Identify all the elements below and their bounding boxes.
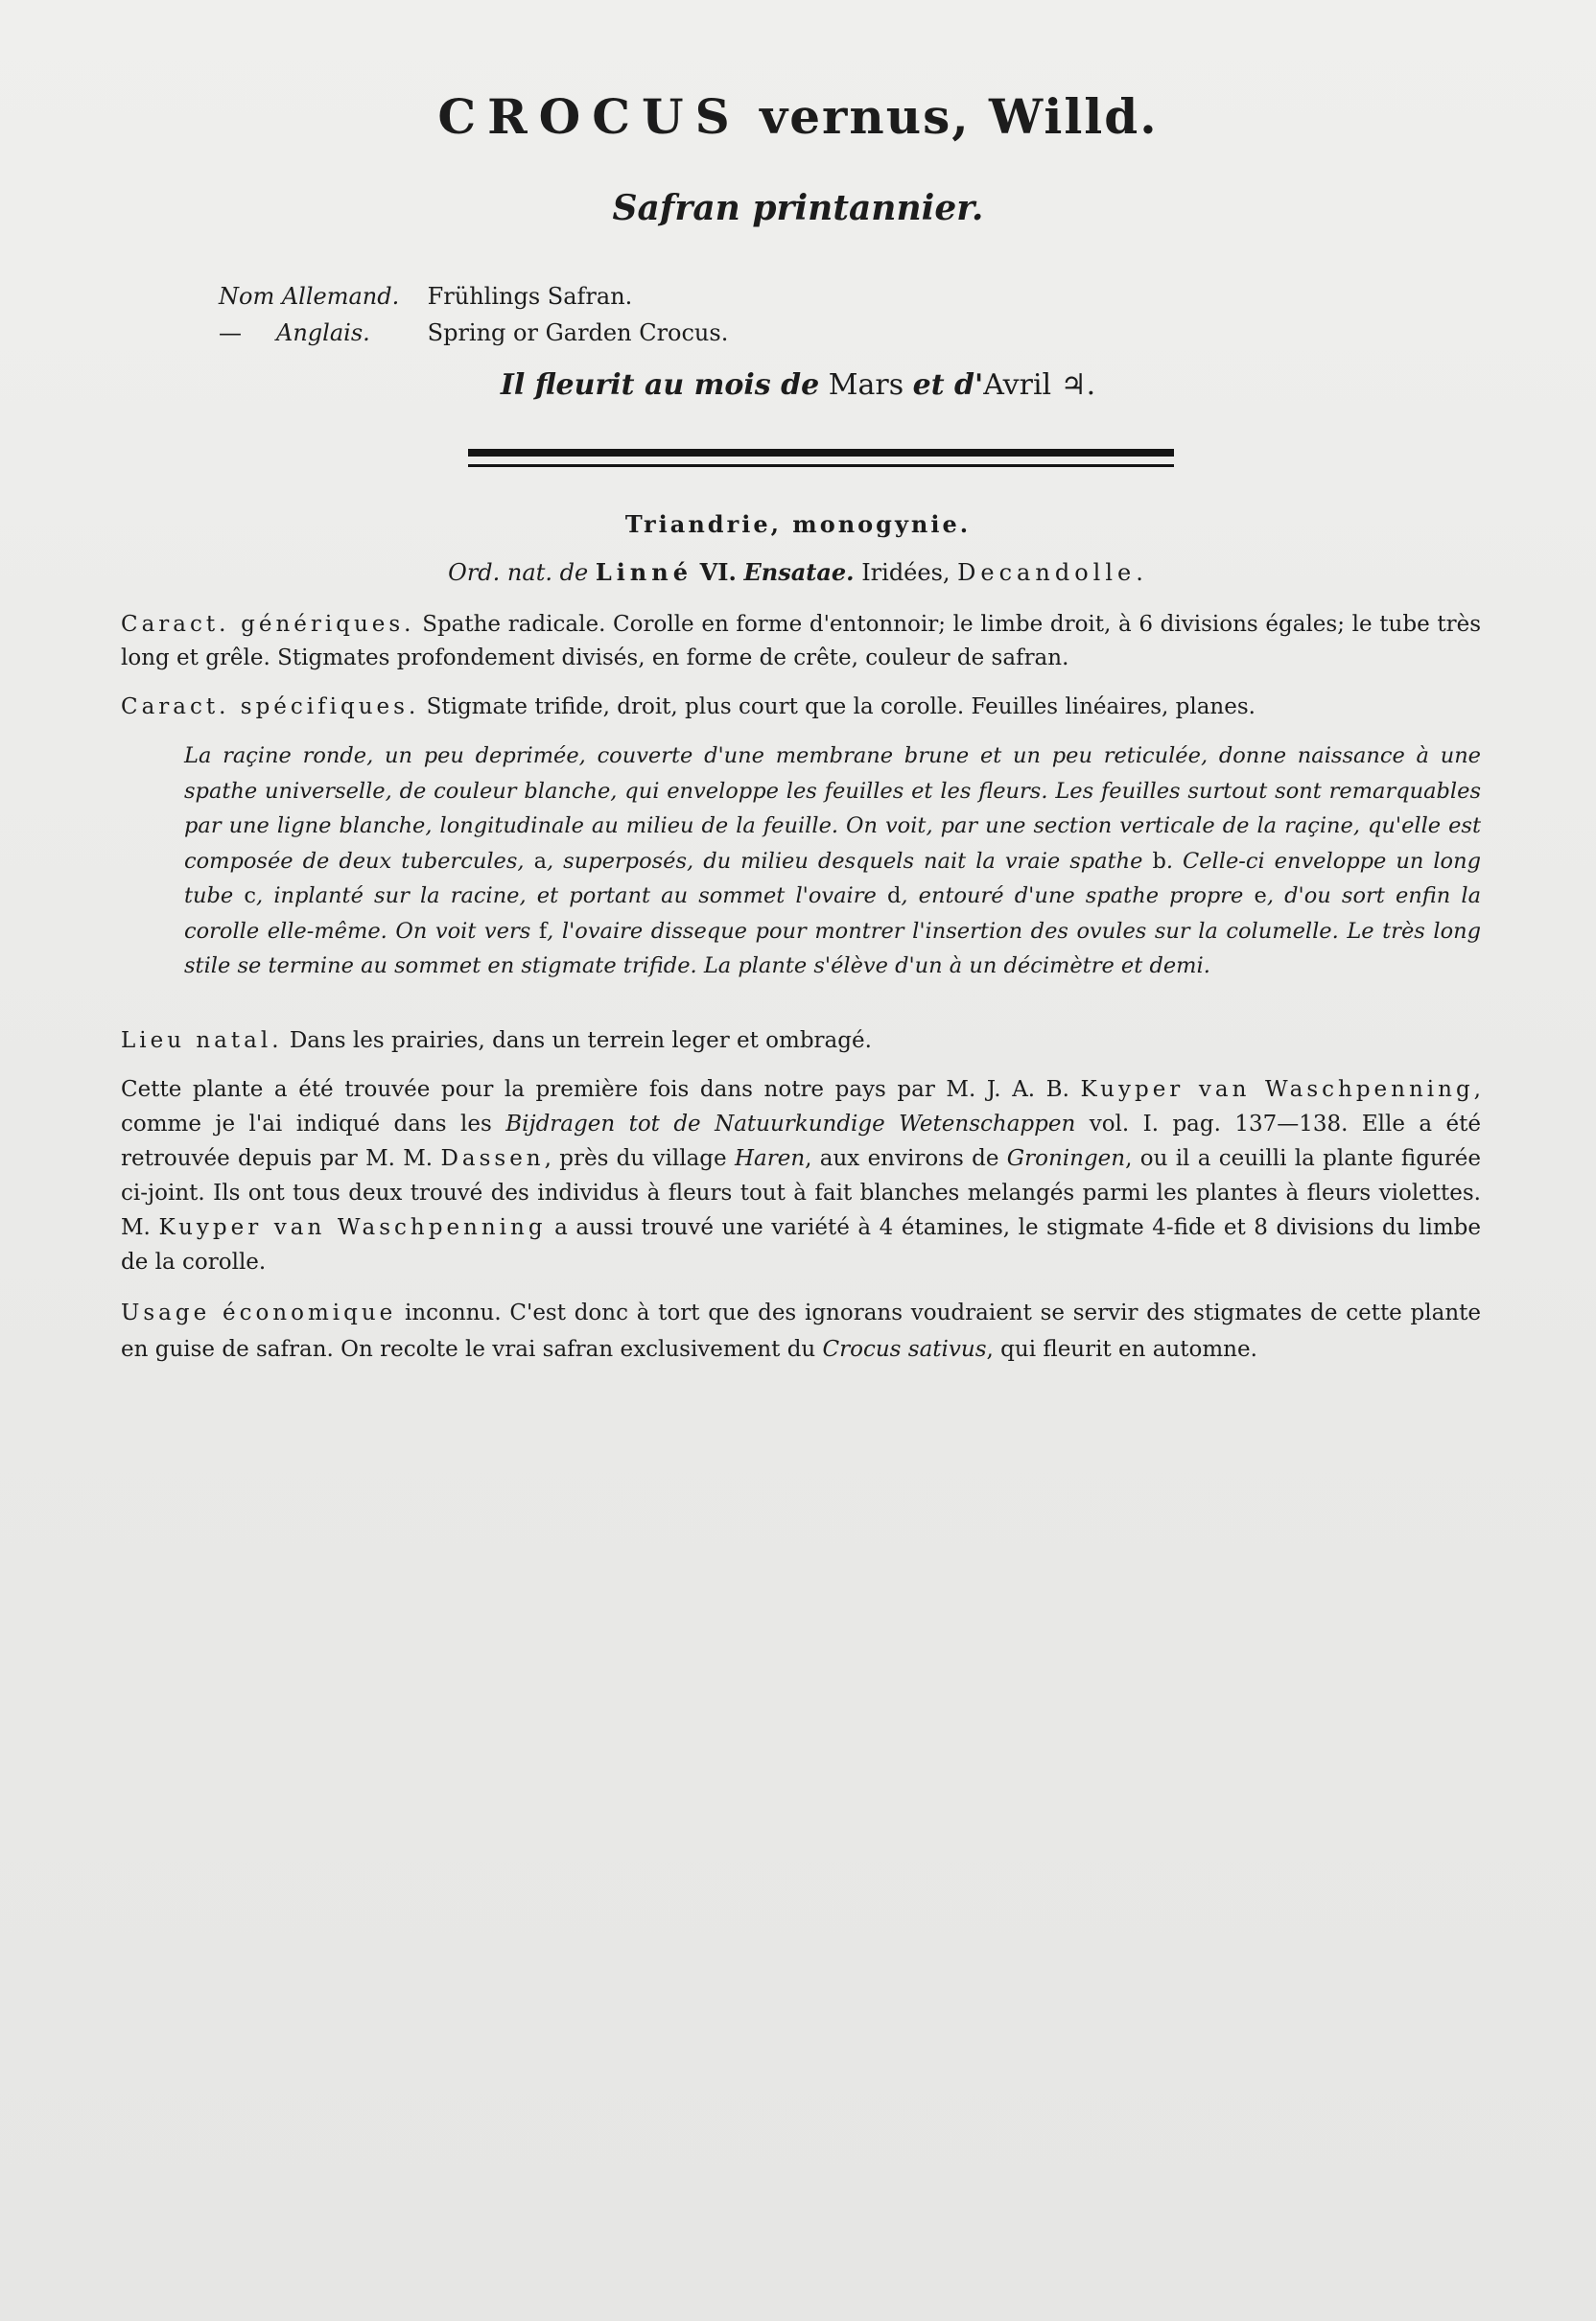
desc-ref-a: a	[533, 848, 547, 874]
page-subtitle: Safran printannier.	[612, 188, 984, 228]
history-bijdragen: Bijdragen tot de Natuurkundige Wetenschappen	[505, 1112, 1076, 1137]
history-haren: Haren	[734, 1146, 806, 1171]
order-linne: Linné	[595, 558, 692, 586]
desc-part-3: . Celle-ci enveloppe un long tube	[184, 848, 1481, 908]
desc-ref-f: f	[538, 918, 548, 944]
order-decandolle: Decandolle.	[957, 559, 1148, 586]
habitat-label: Lieu natal.	[121, 1028, 283, 1053]
english-name-value: Spring or Garden Crocus.	[427, 319, 729, 346]
flowering-prefix: Il fleurit au mois de	[500, 368, 820, 402]
common-names	[219, 278, 728, 351]
desc-part-7: , l'ovaire disseque pour montrer l'insertion des ovules sur la columelle. Le très long stile se termine au sommet en stigmate trifide. La plante s'élève d'un à un décimètre et demi.	[184, 918, 1482, 978]
german-name-label: Nom Allemand.	[219, 283, 400, 310]
history-text-1: Cette plante a été trouvée pour la première fois dans notre pays par M. J. A. B.	[121, 1077, 1069, 1102]
history-kuyper-1: Kuyper van Waschpenning	[1080, 1077, 1474, 1102]
flowering-conj: et d'	[912, 368, 984, 402]
desc-ref-b: b	[1152, 848, 1166, 874]
page-title	[0, 88, 1596, 145]
perennial-symbol: ♃.	[1060, 368, 1096, 402]
history-text-3: vol. I. pag. 137—138. Elle a été retrouvée depuis par M. M.	[121, 1112, 1481, 1171]
classification: Triandrie, monogynie.	[624, 510, 972, 538]
usage-text-2: , qui fleurit en automne.	[986, 1337, 1257, 1362]
generic-label: Caract. génériques.	[121, 612, 415, 637]
generic-characters	[121, 608, 1481, 675]
history-text-5: , aux environs de	[805, 1146, 999, 1171]
history-text-7: a aussi trouvé une variété à 4 étamines, le stigmate 4-fide et 8 divisions du limbe de la corolle.	[121, 1215, 1482, 1275]
habitat	[121, 1024, 1481, 1058]
order-iridees: Iridées,	[861, 559, 951, 586]
usage-text-1: inconnu. C'est donc à tort que des ignorans voudraient se servir des stigmates de cette plante en guise de safran. On recolte le vrai safran exclusivement du	[121, 1301, 1481, 1362]
desc-part-4: , inplanté sur la racine, et portant au sommet l'ovaire	[256, 883, 877, 908]
habitat-text: Dans les prairies, dans un terrein leger et ombragé.	[289, 1028, 872, 1053]
english-name-row	[219, 315, 728, 351]
history-dassen: Dassen	[440, 1146, 545, 1171]
desc-ref-e: e	[1254, 883, 1267, 908]
order-number: VI.	[699, 558, 737, 586]
specific-label: Caract. spécifiques.	[121, 694, 420, 719]
history-groningen: Groningen	[1006, 1146, 1126, 1171]
history-text-4: , près du village	[544, 1146, 727, 1171]
german-name-row	[219, 278, 728, 315]
history-text-2: , comme je l'ai indiqué dans les	[121, 1077, 1481, 1137]
order-ensatae: Ensatae.	[743, 558, 855, 586]
desc-part-2: , superposés, du milieu desquels nait la vraie spathe	[547, 848, 1143, 874]
history-kuyper-2: Kuyper van Waschpenning	[158, 1215, 547, 1240]
history-text-6: , ou il a ceuilli la plante figurée ci-joint. Ils ont tous deux trouvé des individus à fleurs tout à fait blanches melangés parmi les plantes à fleurs violettes. M.	[121, 1146, 1482, 1240]
title-genus: CROCUS	[437, 88, 741, 145]
flowering-month1: Mars	[828, 368, 904, 402]
generic-text: Spathe radicale. Corolle en forme d'entonnoir; le limbe droit, à 6 divisions égales; le tube très long et grêle. Stigmates profondement divisés, en forme de crête, couleur de safran.	[121, 612, 1482, 670]
specific-text: Stigmate trifide, droit, plus court que la corolle. Feuilles linéaires, planes.	[426, 694, 1256, 719]
desc-part-6: , d'ou sort enfin la corolle elle-même. On voit vers	[184, 883, 1482, 944]
history-paragraph	[121, 1072, 1481, 1279]
flowering-period	[0, 368, 1596, 402]
desc-ref-c: c	[244, 883, 257, 908]
plant-description	[184, 738, 1481, 984]
flowering-month2: Avril	[983, 368, 1052, 402]
natural-order	[0, 558, 1596, 586]
desc-ref-d: d	[886, 883, 902, 908]
desc-part-5: , entouré d'une spathe propre	[901, 883, 1244, 908]
usage-crocus-sativus: Crocus sativus	[822, 1337, 987, 1362]
specific-characters	[121, 691, 1481, 724]
divider-thin	[468, 464, 1174, 467]
economic-usage	[121, 1295, 1481, 1368]
usage-label: Usage économique	[121, 1301, 397, 1325]
english-name-label: Anglais.	[276, 319, 370, 346]
desc-part-1: La raçine ronde, un peu deprimée, couverte d'une membrane brune et un peu reticulée, donne naissance à une spathe universelle, de couleur blanche, qui enveloppe les feuilles et les fleurs. Les feuilles surtout sont remarquables par une ligne blanche, longitudinale au milieu de la feuille. On voit, par une section verticale de la raçine, qu'elle est composée de deux tubercules,	[184, 743, 1481, 874]
divider-thick	[468, 449, 1174, 457]
title-species: vernus, Willd.	[760, 88, 1159, 145]
german-name-value: Frühlings Safran.	[427, 283, 633, 310]
english-name-dash: —	[219, 319, 242, 346]
order-prefix: Ord. nat. de	[448, 559, 589, 586]
